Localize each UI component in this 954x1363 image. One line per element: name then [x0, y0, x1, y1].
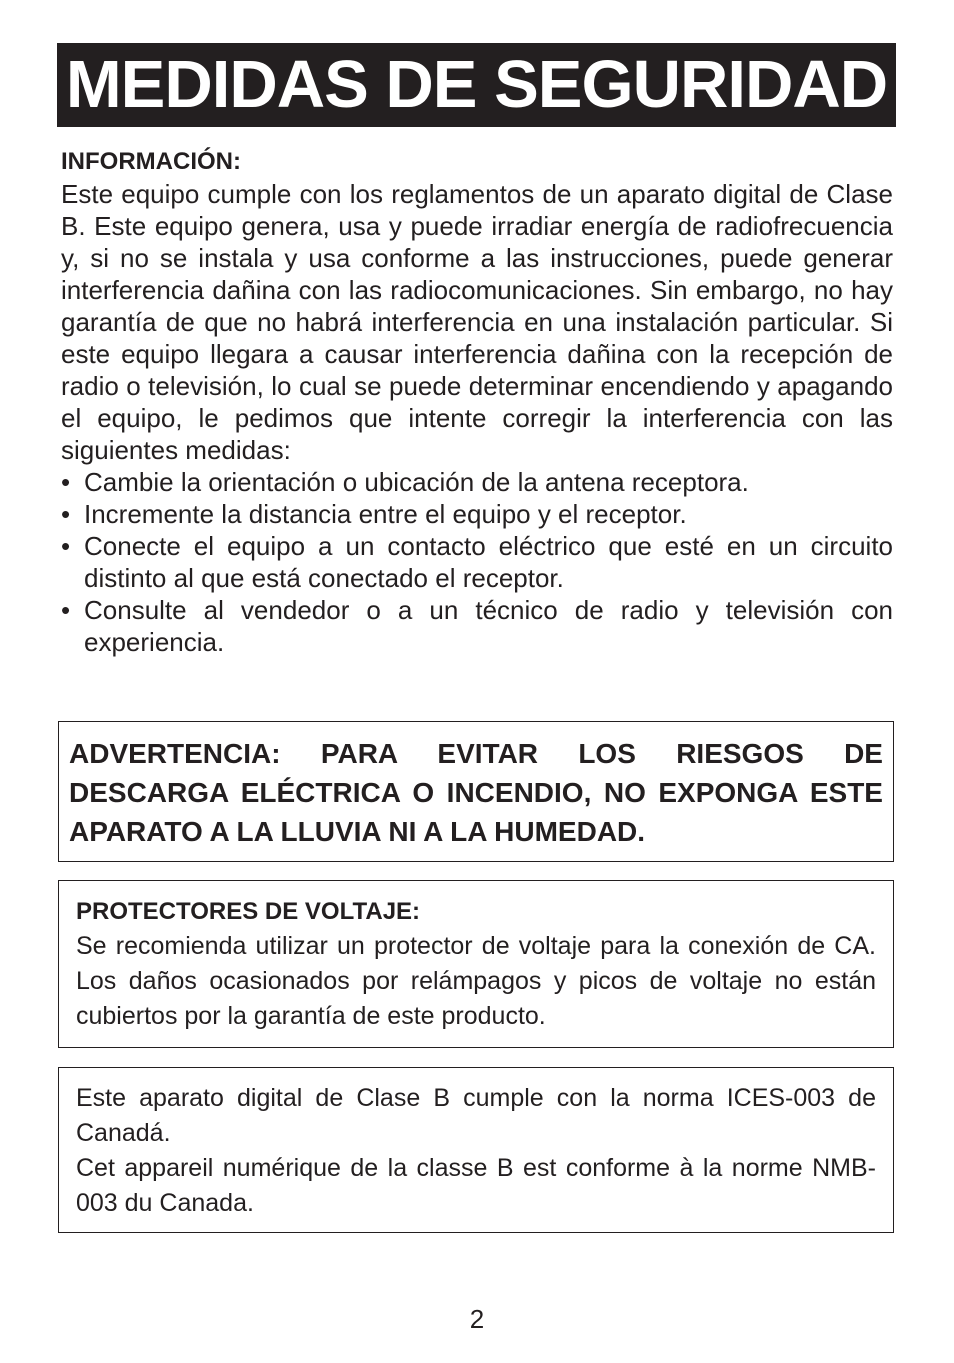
list-item: • Incremente la distancia entre el equipo y el receptor. — [61, 498, 893, 530]
page-title: MEDIDAS DE SEGURIDAD — [65, 47, 888, 122]
list-item: • Cambie la orientación o ubicación de la antena receptora. — [61, 466, 893, 498]
page-number: 2 — [469, 1304, 485, 1334]
ices-spanish-text: Este aparato digital de Clase B cumple con la norma ICES-003 de Canadá. — [76, 1084, 876, 1147]
surge-text: Se recomienda utilizar un protector de voltaje para la conexión de CA. Los daños ocasionados por relámpagos y picos de voltaje no están cubiertos por la garantía de este producto. — [76, 932, 876, 1030]
surge-protector-box — [58, 880, 894, 1048]
info-paragraph: Este equipo cumple con los reglamentos de un aparato digital de Clase B. Este equipo genera, usa y puede irradiar energía de radiofrecuencia y, si no se instala y usa conforme a las instrucciones, puede generar interferencia dañina con las radiocomunicaciones. Sin embargo, no hay garantía de que no habrá interferencia en una instalación particular. Si este equipo llegara a causar interferencia dañina con la recepción de radio o televisión, lo cual se puede determinar encendiendo y apagando el equipo, le pedimos que intente corregir la interferencia con las siguientes medidas: — [61, 179, 893, 465]
title-banner — [57, 43, 896, 127]
list-item: • Consulte al vendedor o a un técnico de radio y televisión con experiencia. — [61, 594, 893, 658]
measures-list — [61, 466, 893, 658]
info-section — [61, 146, 893, 658]
ices-french-text: Cet appareil numérique de la classe B est conforme à la norme NMB-003 du Canada. — [76, 1154, 876, 1217]
warning-text: ADVERTENCIA: PARA EVITAR LOS RIESGOS DE DESCARGA ELÉCTRICA O INCENDIO, NO EXPONGA ESTE APARATO A LA LLUVIA NI A LA HUMEDAD. — [69, 738, 883, 847]
info-heading: INFORMACIÓN: — [61, 148, 241, 175]
list-item: • Conecte el equipo a un contacto eléctrico que esté en un circuito distinto al que está conectado el receptor. — [61, 530, 893, 594]
surge-heading: PROTECTORES DE VOLTAJE: — [76, 898, 421, 925]
warning-box — [58, 721, 894, 862]
ices-compliance-box — [58, 1067, 894, 1233]
